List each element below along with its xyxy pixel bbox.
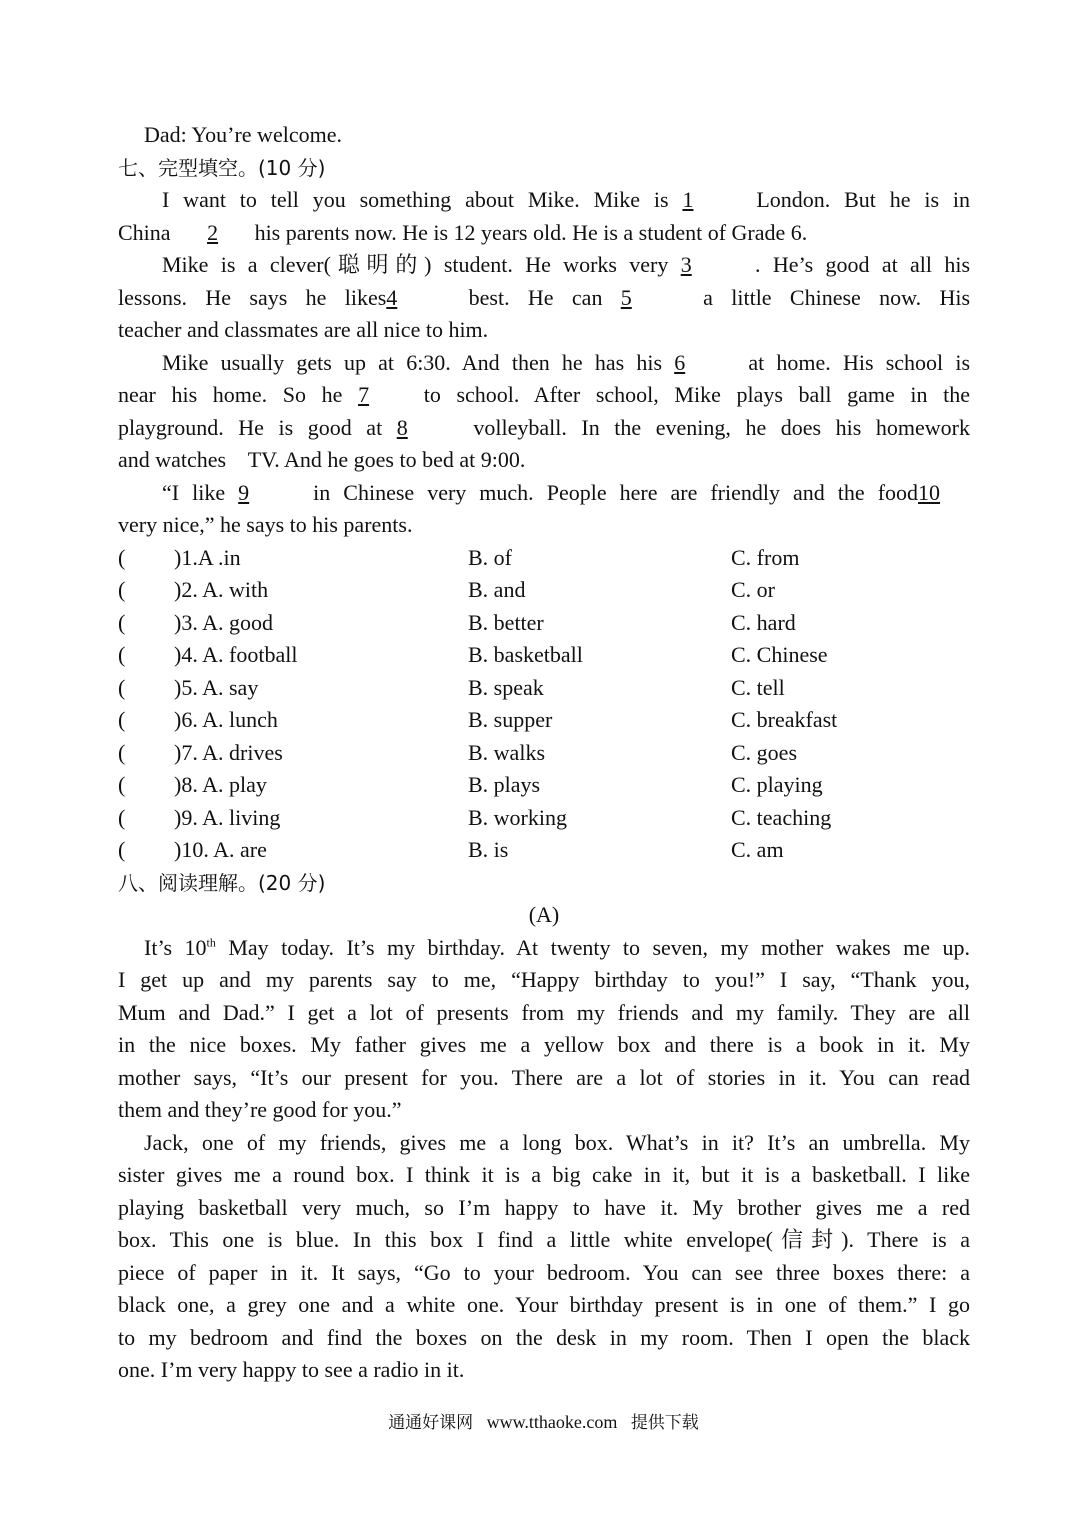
reading-line: It’s 10th May today. It’s my birthday. At twenty to seven, my mother wakes me up. xyxy=(144,934,970,960)
option-row: ( )7. A. drives B. walks C. goes xyxy=(118,739,797,765)
blank-1: 1 xyxy=(682,187,694,212)
footer-url[interactable]: www.tthaoke.com xyxy=(486,1412,618,1432)
blank-10: 10 xyxy=(918,479,941,505)
option-row: ( )1.A .in B. of C. from xyxy=(118,544,800,570)
blank-4: 4 xyxy=(386,284,398,310)
cloze-line: teacher and classmates are all nice to him. xyxy=(118,317,489,342)
option-row: ( )2. A. with B. and C. or xyxy=(118,577,775,602)
options-list xyxy=(118,542,970,867)
cloze-line: Mike is a clever(聪明的) student. He works very 3 . He’s good at all his xyxy=(118,249,970,282)
reading-line: sister gives me a round box. I think it is a big cake in it, but it is a basketball. I like xyxy=(118,1162,970,1187)
cloze-line: Mike usually gets up at 6:30. And then he has his 6 at home. His school is xyxy=(118,347,970,380)
blank-5: 5 xyxy=(620,284,632,310)
reading-line: Jack, one of my friends, gives me a long box. What’s in it? It’s an umbrella. My xyxy=(144,1129,970,1155)
section-heading-cloze: 七、完型填空。(10 分) xyxy=(118,155,326,180)
cloze-line: very nice,” he says to his parents. xyxy=(118,512,413,537)
cloze-line: I want to tell you something about Mike. Mike is 1 London. But he is in xyxy=(118,184,970,217)
reading-line: playing basketball very much, so I’m happy to have it. My brother gives me a red xyxy=(118,1194,970,1220)
reading-line: piece of paper in it. It says, “Go to your bedroom. You can see three boxes there: a xyxy=(118,1259,970,1285)
blank-9: 9 xyxy=(238,479,250,505)
section-heading-reading: 八、阅读理解。(20 分) xyxy=(118,870,326,895)
blank-3: 3 xyxy=(680,252,692,277)
blank-6: 6 xyxy=(674,349,686,375)
reading-line: in the nice boxes. My father gives me a yellow box and there is a book in it. My xyxy=(118,1032,970,1057)
cloze-line: near his home. So he 7 to school. After school, Mike plays ball game in the xyxy=(118,379,970,412)
cloze-line: playground. He is good at 8 volleyball. In the evening, he does his homework xyxy=(118,412,970,445)
option-row: ( )8. A. play B. plays C. playing xyxy=(118,772,823,797)
reading-line: I get up and my parents say to me, “Happy birthday to you!” I say, “Thank you, xyxy=(118,967,970,992)
passage-label: (A) xyxy=(528,902,560,927)
option-row: ( )3. A. good B. better C. hard xyxy=(118,609,796,635)
reading-line: to my bedroom and find the boxes on the desk in my room. Then I open the black xyxy=(118,1324,970,1350)
option-row: ( )4. A. football B. basketball C. Chinese xyxy=(118,642,828,667)
blank-8: 8 xyxy=(396,414,408,440)
option-row: ( )10. A. are B. is C. am xyxy=(118,837,784,862)
footer-download-text: 提供下载 xyxy=(630,1413,699,1433)
cloze-line: “I like 9 in Chinese very much. People here are friendly and the food10 xyxy=(118,477,970,510)
option-row: ( )5. A. say B. speak C. tell xyxy=(118,674,785,700)
footer-site-name: 通通好课网 xyxy=(388,1413,474,1433)
option-row: ( )9. A. living B. working C. teaching xyxy=(118,804,832,830)
dialogue-line: Dad: You’re welcome. xyxy=(144,122,342,147)
page-footer xyxy=(0,1408,1087,1433)
option-row: ( )6. A. lunch B. supper C. breakfast xyxy=(118,707,838,732)
cloze-line: China 2 his parents now. He is 12 years old. He is a student of Grade 6. xyxy=(118,217,970,250)
blank-2: 2 xyxy=(207,219,219,245)
reading-line: box. This one is blue. In this box I find a little white envelope(信封). There is a xyxy=(118,1227,970,1252)
blank-7: 7 xyxy=(358,382,370,407)
worksheet-page xyxy=(118,119,970,1387)
cloze-line: and watches TV. And he goes to bed at 9:00. xyxy=(118,447,526,472)
reading-line: black one, a grey one and a white one. Your birthday present is in one of them.” I go xyxy=(118,1292,970,1317)
reading-line: mother says, “It’s our present for you. There are a lot of stories in it. You can read xyxy=(118,1064,970,1090)
reading-line: Mum and Dad.” I get a lot of presents from my friends and my family. They are all xyxy=(118,999,970,1025)
reading-line: them and they’re good for you.” xyxy=(118,1097,402,1122)
reading-line: one. I’m very happy to see a radio in it. xyxy=(118,1357,465,1382)
cloze-line: lessons. He says he likes4 best. He can 5 a little Chinese now. His xyxy=(118,282,970,315)
